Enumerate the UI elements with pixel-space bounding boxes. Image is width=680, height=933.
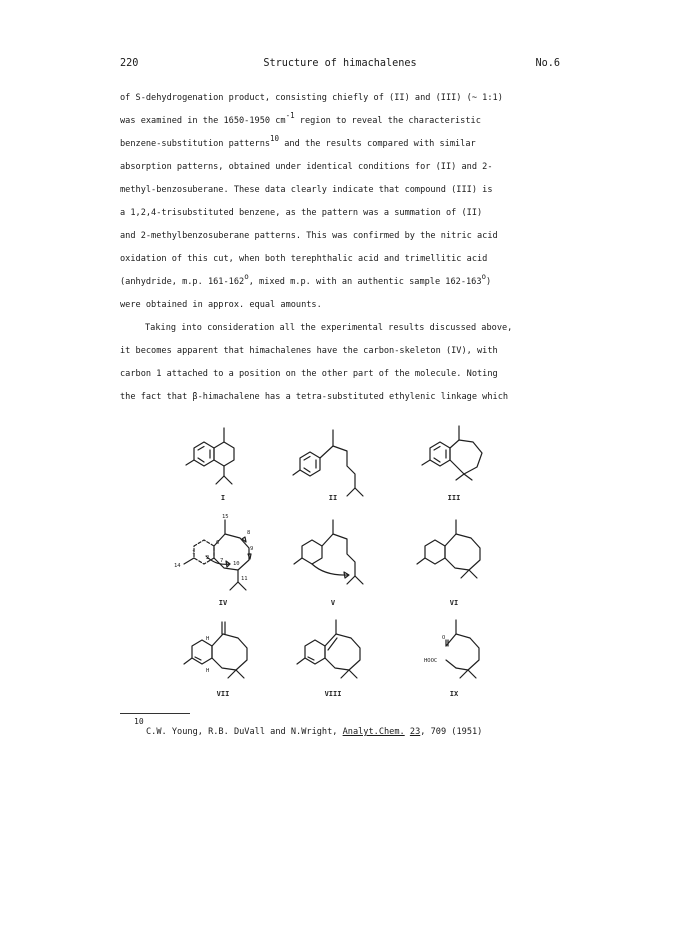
structure-VI [417, 520, 480, 578]
text-line: Taking into consideration all the experimental results discussed above, [145, 323, 513, 333]
structure-label: III [447, 494, 461, 502]
atom-number: 1 [192, 550, 196, 556]
footnote-volume: 23 [409, 727, 421, 737]
structure-label: VII [216, 690, 230, 698]
text-run: ) [486, 277, 492, 287]
text-line: a 1,2,4-trisubstituted benzene, as the pattern was a summation of (II) [120, 208, 483, 218]
footnote-divider [120, 713, 190, 714]
text-run: (anhydride, m.p. 161-162 [120, 277, 245, 287]
structure-III [422, 426, 482, 480]
page-number: 220 [120, 58, 139, 69]
text-line [120, 133, 560, 156]
running-title: Structure of himachalenes [263, 58, 417, 69]
structure-label: IX [449, 690, 459, 698]
footnote-journal: Analyt.Chem. [342, 727, 405, 737]
structure-label: VI [449, 599, 459, 607]
footnote-authors: C.W. Young, R.B. DuVall and N.Wright, [146, 727, 343, 737]
structure-label: I [220, 494, 226, 502]
text-line: and 2-methylbenzosuberane patterns. This was confirmed by the nitric acid [120, 231, 498, 241]
atom-number: 9 [250, 546, 254, 552]
structure-label: V [330, 599, 336, 607]
footnote-text [146, 727, 482, 737]
structure-II [293, 430, 363, 496]
atom-number: 11 [241, 576, 248, 582]
text-line: the fact that β-himachalene has a tetra-substituted ethylenic linkage which [120, 392, 509, 402]
structure-label: II [328, 494, 338, 502]
superscript: -1 [285, 111, 295, 120]
text-line: carbon 1 attached to a position on the other part of the molecule. Noting [120, 369, 498, 379]
carboxyl-label: HOOC [424, 658, 438, 664]
text-line [120, 110, 560, 133]
atom-number: 6 [216, 540, 220, 546]
text-line: methyl-benzosuberane. These data clearly indicate that compound (III) is [120, 185, 493, 195]
degree-sign: o [481, 272, 487, 281]
oxygen-label: O [442, 635, 446, 641]
text-run: benzene-substitution patterns [120, 139, 271, 149]
atom-number: 7 [220, 558, 224, 564]
text-line: were obtained in approx. equal amounts. [120, 300, 322, 310]
atom-number: 10 [233, 561, 240, 567]
text-line: of S-dehydrogenation product, consisting chiefly of (II) and (III) (~ 1:1) [120, 93, 503, 103]
hydrogen-label: H [206, 668, 210, 674]
footnote-number: 10 [134, 717, 144, 726]
text-line: absorption patterns, obtained under identical conditions for (II) and 2- [120, 162, 493, 172]
hydrogen-label: H [206, 636, 210, 642]
structure-IX [446, 620, 479, 678]
page-header [120, 58, 560, 72]
body-text [120, 87, 560, 409]
degree-sign: o [244, 272, 249, 281]
issue-number: No.6 [535, 58, 560, 69]
text-run: region to reveal the characteristic [294, 116, 481, 126]
structure-diagram [150, 408, 530, 704]
footnote-reference: 10 [270, 134, 280, 143]
text-run: , mixed m.p. with an authentic sample 162-163 [248, 277, 482, 287]
text-run: was examined in the 1650-1950 cm [120, 116, 286, 126]
structure-label: VIII [324, 690, 342, 698]
structure-I [186, 428, 234, 484]
text-run: and the results compared with similar [279, 139, 476, 149]
text-line: oxidation of this cut, when both terephthalic acid and trimellitic acid [120, 254, 488, 264]
structure-figure [150, 408, 530, 704]
structure-VIII [297, 620, 360, 678]
footnote-pages: , 709 (1951) [420, 727, 483, 737]
structure-VII [184, 622, 247, 678]
text-line: it becomes apparent that himachalenes have the carbon-skeleton (IV), with [120, 346, 498, 356]
atom-number: 15 [222, 514, 229, 520]
structure-label: IV [218, 599, 228, 607]
atom-number: 14 [174, 563, 181, 569]
structure-V [294, 520, 363, 584]
atom-number: 8 [247, 530, 251, 536]
atom-number: 2 [206, 555, 210, 561]
text-line [120, 271, 560, 294]
